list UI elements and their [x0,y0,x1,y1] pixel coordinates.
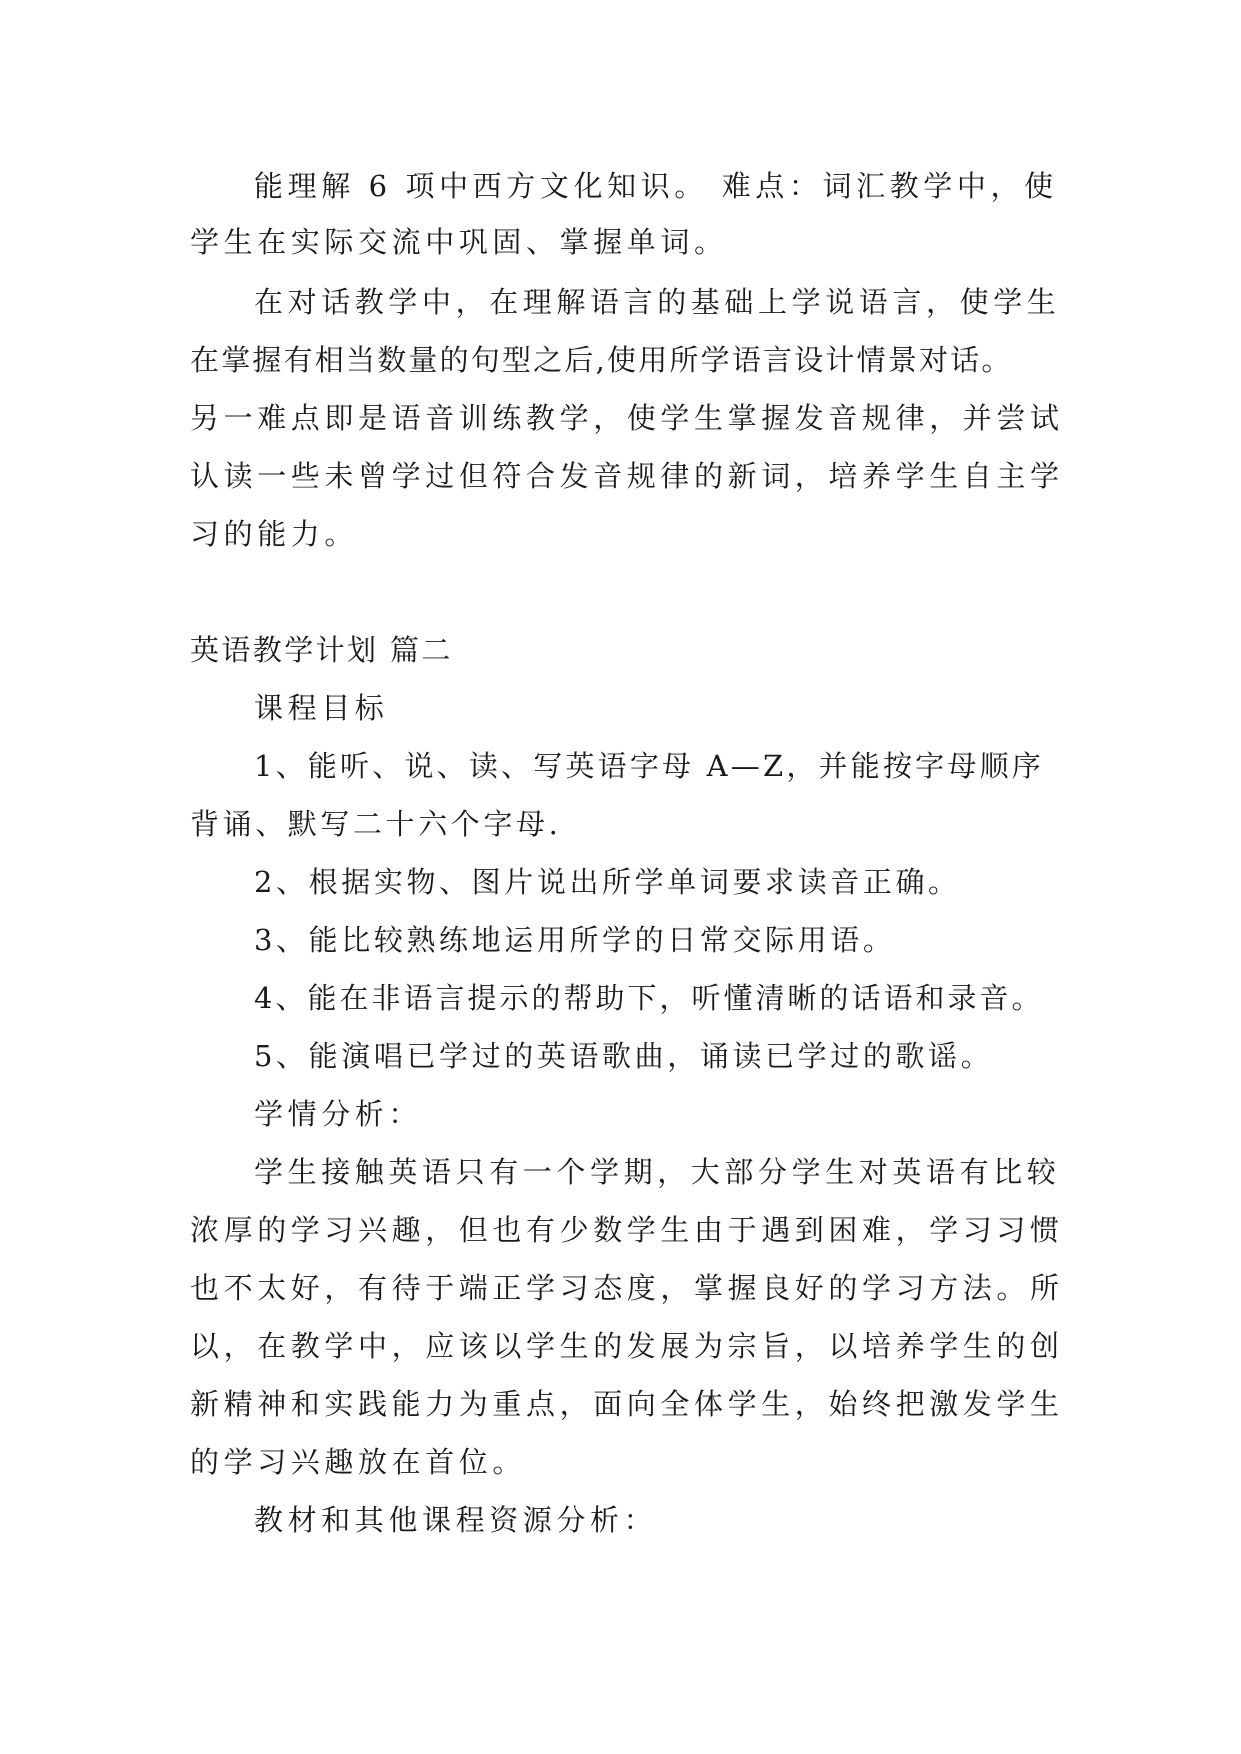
list-item-continuation: 背诵、默写二十六个字母. [190,807,562,841]
paragraph-line: 学生接触英语只有一个学期，大部分学生对英语有比较 [254,1155,1061,1189]
paragraph-line: 习的能力。 [190,517,359,551]
list-item: 2、根据实物、图片说出所学单词要求读音正确。 [254,865,961,899]
list-item: 3、能比较熟练地运用所学的日常交际用语。 [254,923,896,957]
paragraph-line: 学生在实际交流中巩固、掌握单词。 [190,225,728,259]
paragraph-line: 以，在教学中，应该以学生的发展为宗旨，以培养学生的创 [190,1329,1064,1363]
paragraph-line: 新精神和实践能力为重点，面向全体学生，始终把激发学生 [190,1387,1064,1421]
paragraph-line: 认读一些未曾学过但符合发音规律的新词，培养学生自主学 [190,459,1064,493]
paragraph-line: 在掌握有相当数量的句型之后,使用所学语言设计情景对话。 [190,343,1013,377]
list-item: 4、能在非语言提示的帮助下，听懂清晰的话语和录音。 [254,981,1044,1015]
subheading-student-analysis: 学情分析： [254,1097,423,1131]
subheading-course-goals: 课程目标 [254,691,389,725]
list-item: 5、能演唱已学过的英语歌曲，诵读已学过的歌谣。 [254,1039,994,1073]
paragraph-line: 浓厚的学习兴趣，但也有少数学生由于遇到困难，学习习惯 [190,1213,1064,1247]
section-heading: 英语教学计划 篇二 [190,633,453,667]
paragraph-line: 能理解 6 项中西方文化知识。 难点：词汇教学中，使 [254,169,1058,203]
paragraph-line: 的学习兴趣放在首位。 [190,1445,527,1479]
paragraph-line: 另一难点即是语音训练教学，使学生掌握发音规律，并尝试 [190,401,1064,435]
paragraph-line: 在对话教学中，在理解语言的基础上学说语言，使学生 [254,285,1061,319]
paragraph-line: 也不太好，有待于端正学习态度，掌握良好的学习方法。所 [190,1271,1064,1305]
subheading-materials-analysis: 教材和其他课程资源分析： [254,1503,658,1537]
list-item: 1、能听、说、读、写英语字母 A—Z，并能按字母顺序 [254,749,1044,783]
